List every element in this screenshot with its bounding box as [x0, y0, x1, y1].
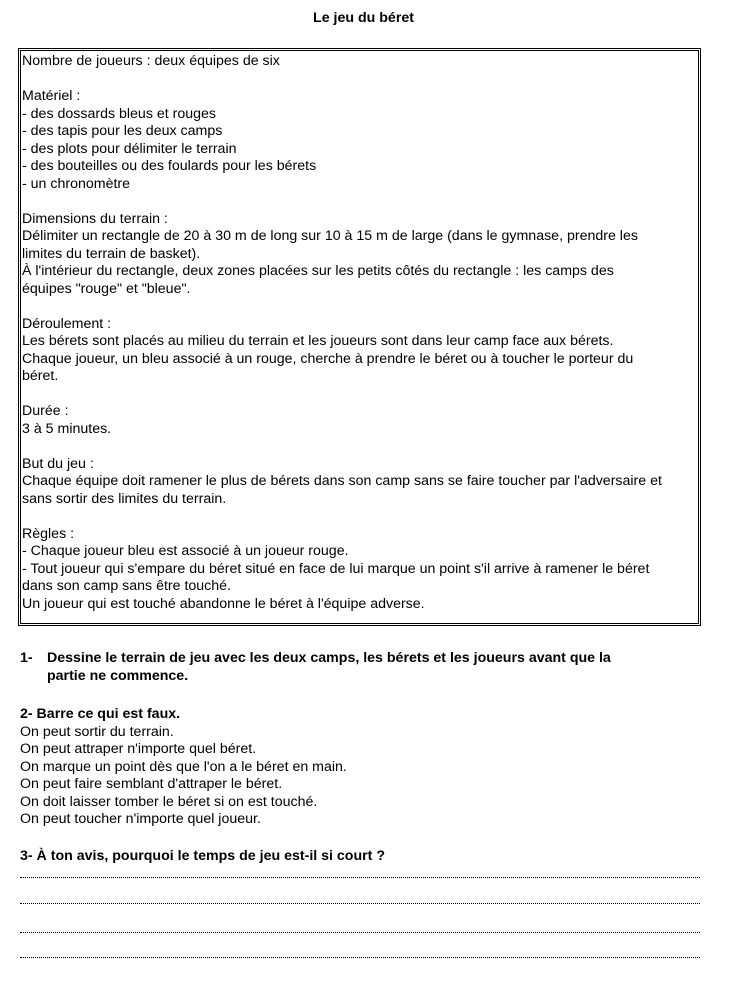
duration-section [22, 403, 698, 438]
goal-line: Chaque équipe doit ramener le plus de bérets dans son camp sans se faire toucher par l'adversaire et [22, 473, 662, 489]
equipment-item: - des dossards bleus et rouges [22, 105, 217, 122]
question-3 [20, 848, 720, 866]
equipment-item: - des tapis pour les deux camps [22, 123, 223, 139]
rules-box [18, 48, 701, 626]
procedure-title: Déroulement : [22, 315, 112, 332]
dimensions-line: À l'intérieur du rectangle, deux zones placées sur les petits côtés du rectangle : les camps des [22, 263, 614, 279]
statement-item[interactable]: On peut faire semblant d'attraper le béret. [20, 776, 283, 792]
procedure-line: béret. [22, 368, 59, 384]
answer-line[interactable] [20, 930, 700, 933]
procedure-section [22, 316, 698, 386]
dimensions-section [22, 211, 698, 299]
duration-title: Durée : [22, 403, 69, 419]
equipment-item: - des bouteilles ou des foulards pour les bérets [22, 158, 317, 174]
equipment-section [22, 88, 698, 193]
goal-section [22, 456, 698, 509]
dimensions-title: Dimensions du terrain : [22, 210, 168, 227]
question-1-text: partie ne commence. [47, 667, 189, 684]
rules-line: Un joueur qui est touché abandonne le béret à l'équipe adverse. [22, 595, 425, 612]
statement-item[interactable]: On peut toucher n'importe quel joueur. [20, 811, 261, 827]
question-3-heading: 3- À ton avis, pourquoi le temps de jeu est-il si court ? [20, 848, 385, 864]
statement-item[interactable]: On peut sortir du terrain. [20, 723, 174, 740]
rules-line: - Chaque joueur bleu est associé à un joueur rouge. [22, 543, 349, 559]
equipment-item: - un chronomètre [22, 175, 131, 192]
rules-section [22, 526, 698, 614]
players-text: Nombre de joueurs : deux équipes de six [22, 53, 280, 69]
equipment-item: - des plots pour délimiter le terrain [22, 140, 237, 157]
rules-line: dans son camp sans être touché. [22, 578, 231, 594]
goal-title: But du jeu : [22, 455, 94, 472]
answer-line[interactable] [20, 955, 700, 958]
statement-item[interactable]: On peut attraper n'importe quel béret. [20, 741, 257, 757]
statement-item[interactable]: On doit laisser tomber le béret si on est touché. [20, 793, 318, 810]
question-1 [20, 650, 720, 685]
players-section [22, 53, 698, 71]
rules-content [22, 53, 698, 613]
question-1-number: 1- [20, 650, 33, 666]
question-1-text: Dessine le terrain de jeu avec les deux camps, les bérets et les joueurs avant que la [47, 650, 611, 666]
dimensions-line: Délimiter un rectangle de 20 à 30 m de long sur 10 à 15 m de large (dans le gymnase, prendre les [22, 228, 638, 244]
dimensions-line: limites du terrain de basket). [22, 245, 201, 262]
procedure-line: Les bérets sont placés au milieu du terrain et les joueurs sont dans leur camp face aux bérets. [22, 333, 614, 349]
duration-text: 3 à 5 minutes. [22, 420, 112, 437]
goal-line: sans sortir des limites du terrain. [22, 490, 227, 507]
procedure-line: Chaque joueur, un bleu associé à un rouge, cherche à prendre le béret ou à toucher le porteur du [22, 350, 634, 367]
statement-item[interactable]: On marque un point dès que l'on a le béret en main. [20, 758, 347, 775]
question-2-heading: 2- Barre ce qui est faux. [20, 706, 181, 722]
answer-line[interactable] [20, 901, 700, 904]
rules-title: Règles : [22, 525, 75, 542]
rules-line: - Tout joueur qui s'empare du béret situé en face de lui marque un point s'il arrive à ramener le béret [22, 560, 650, 577]
dimensions-line: équipes "rouge" et "bleue". [22, 280, 191, 297]
question-2 [20, 706, 720, 829]
answer-line[interactable] [20, 875, 700, 878]
equipment-title: Matériel : [22, 88, 81, 104]
page-title: Le jeu du béret [313, 10, 414, 26]
